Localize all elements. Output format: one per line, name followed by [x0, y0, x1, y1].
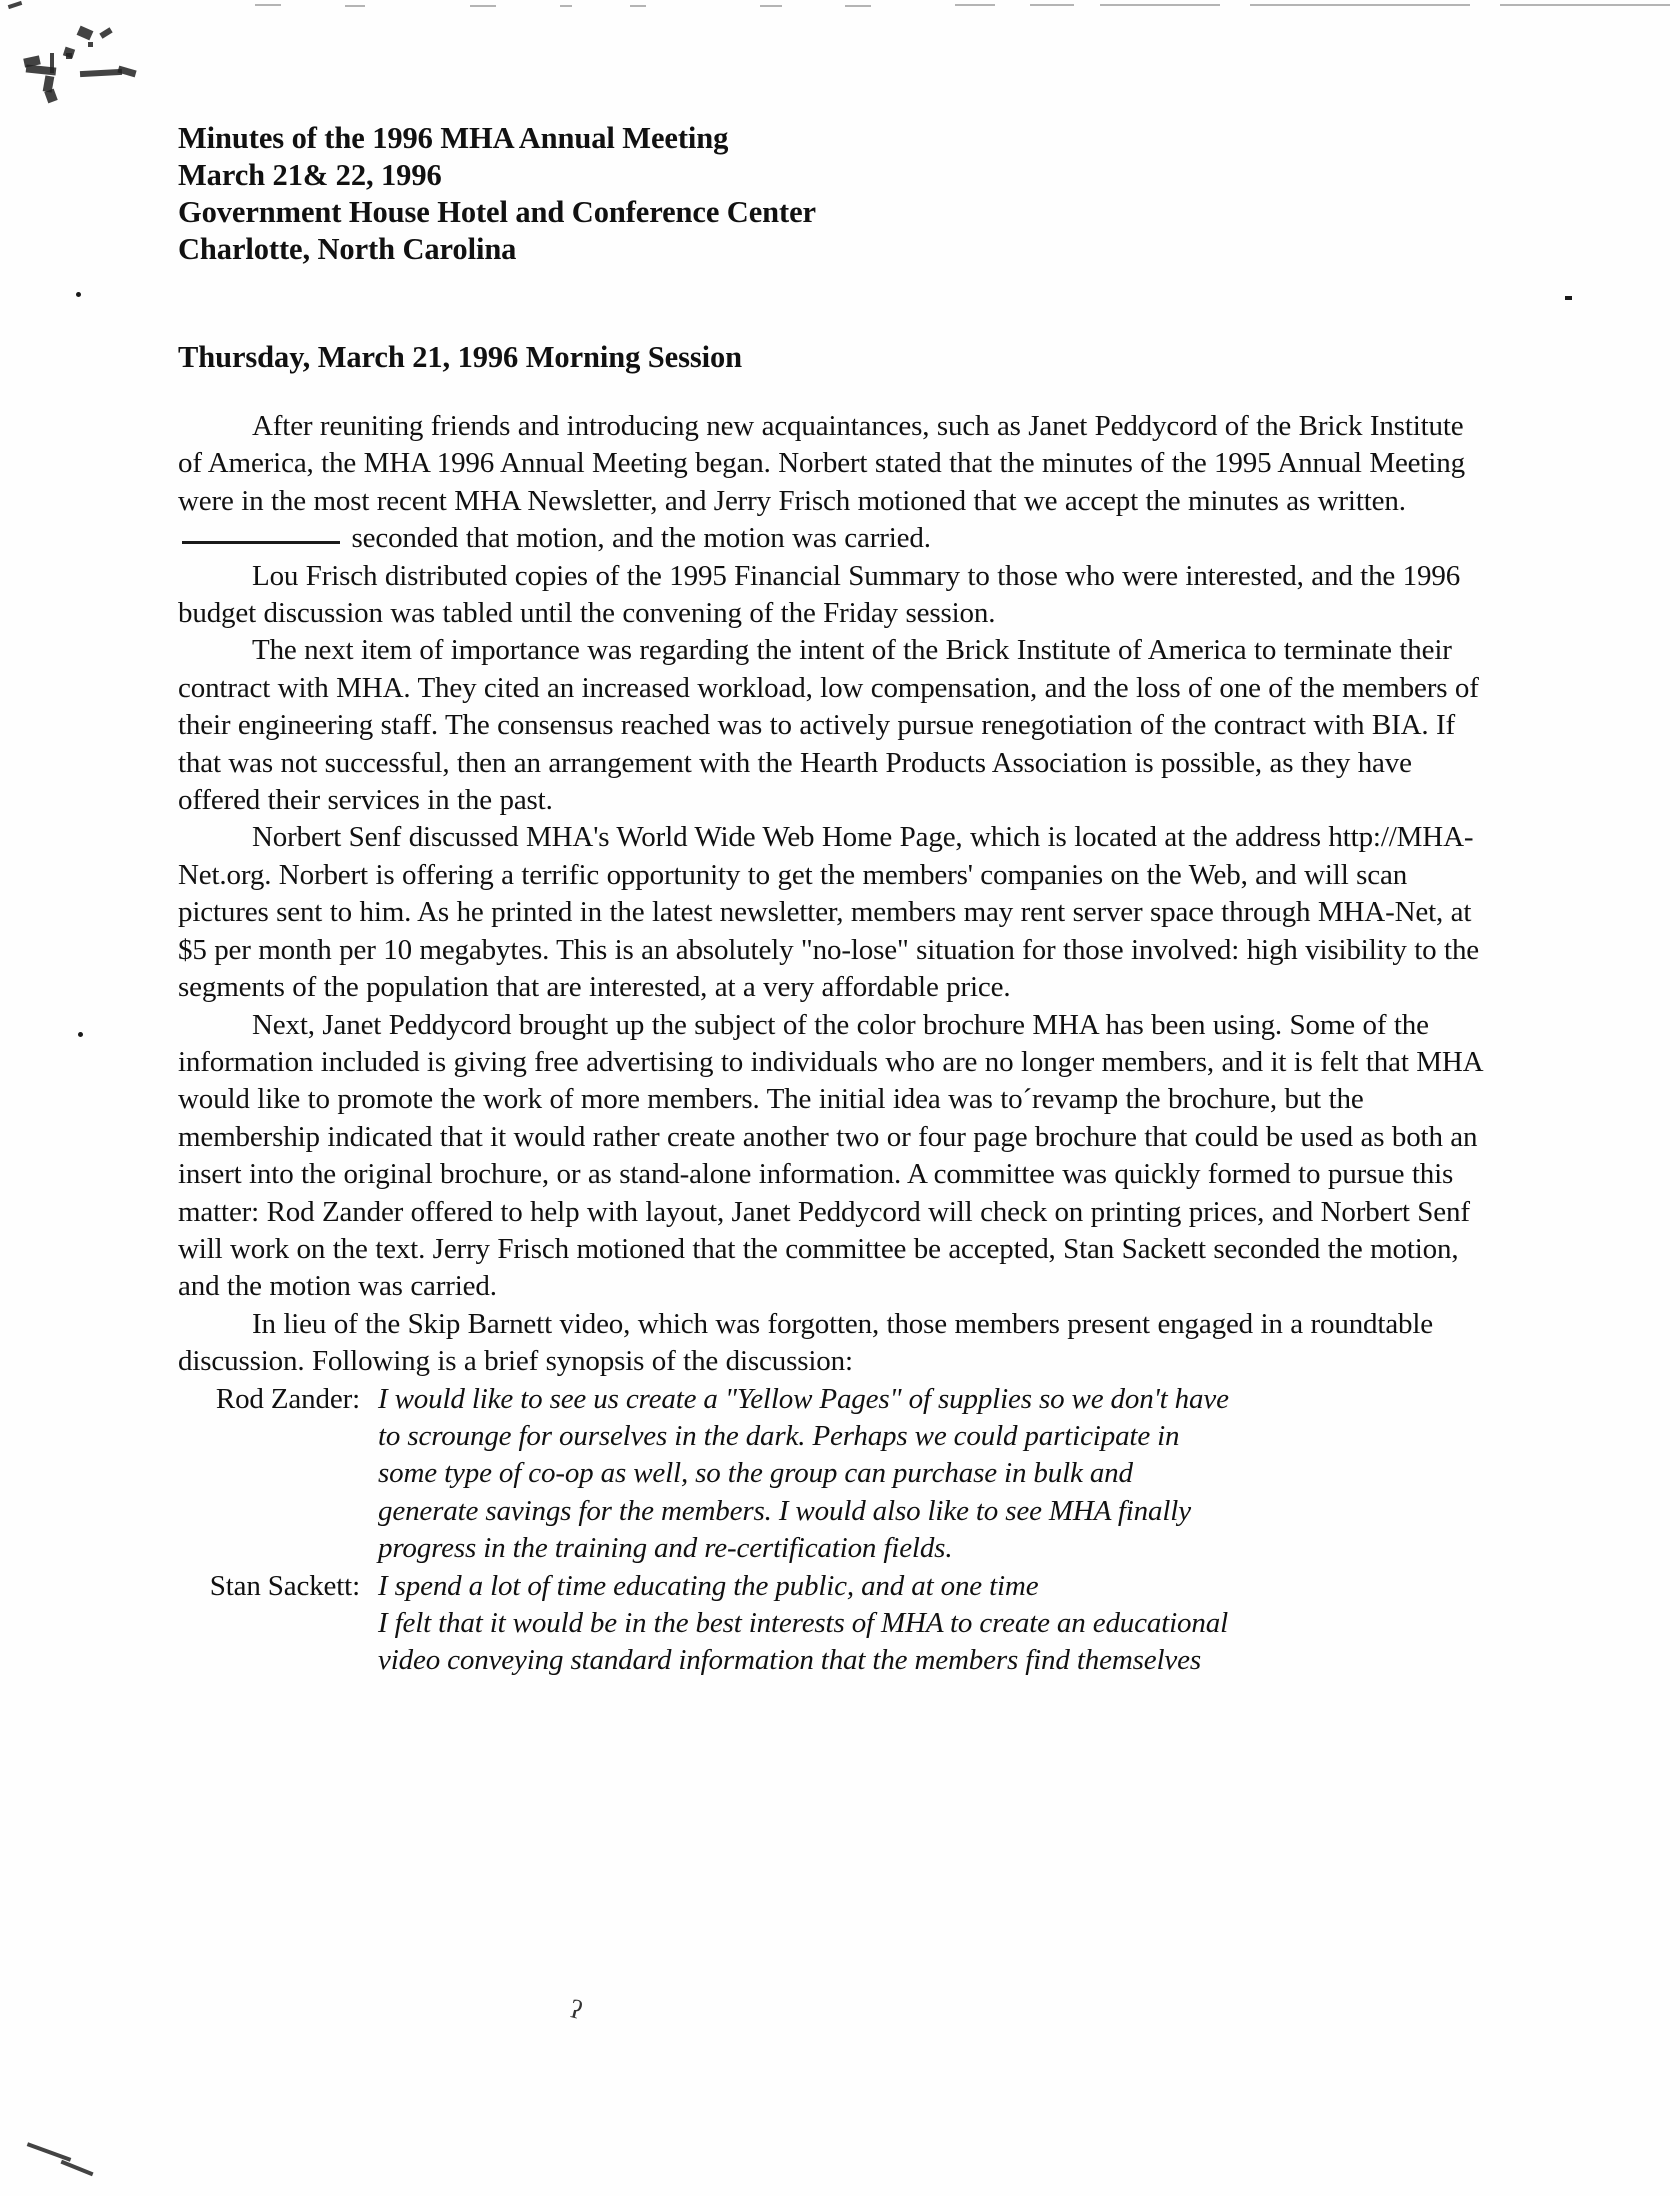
quote-body: [378, 1381, 1488, 1568]
paragraph-text-before-rule: After reuniting friends and introducing new acquaintances, such as Janet Peddycord of the Brick Institute of America, the MHA 1996 Annual Meeting began. Norbert stated that the minutes of the 1995 Annual Meeting were in the most recent MHA Newsletter, and Jerry Frisch motioned that we accept the minutes as written.: [178, 410, 1465, 517]
quote-line: I would like to see us create a "Yellow Pages" of supplies so we don't have: [378, 1382, 1229, 1415]
document-text-body: [178, 120, 1488, 2025]
scan-smudge-artifact: [88, 42, 93, 47]
fill-in-blank-rule: [182, 541, 340, 544]
scan-smudge-artifact: [99, 27, 112, 38]
scan-edge-artifact: [1030, 4, 1074, 6]
scan-smudge-artifact: [80, 69, 122, 77]
scan-edge-artifact: [955, 4, 995, 6]
quote-line: video conveying standard information that the members find themselves: [378, 1644, 1201, 1677]
quote-block-rod-zander: [178, 1381, 1488, 1568]
scan-smudge-artifact: [117, 66, 136, 78]
stray-pen-mark: ʔ: [566, 1994, 586, 2025]
paragraph-roundtable-intro: [178, 1306, 1488, 1381]
document-title-block: [178, 120, 1488, 268]
paragraph-text: Next, Janet Peddycord brought up the subject of the color brochure MHA has been using. Some of the information included is giving free advertising to individuals who are no longer members, and it is felt that MHA would like to promote the work of more members. The initial idea was to´revamp the brochure, but the membership indicated that it would rather create another two or four page brochure that could be used as both an insert into the original brochure, or as stand-alone information. A committee was quickly formed to pursue this matter: Rod Zander offered to help with layout, Janet Peddycord will check on printing prices, and Norbert Senf will work on the text. Jerry Frisch motioned that the committee be accepted, Stan Sackett seconded the motion, and the motion was carried.: [178, 1008, 1482, 1303]
paragraph-color-brochure: [178, 1007, 1488, 1306]
quote-line: generate savings for the members. I would also like to see MHA finally: [378, 1494, 1191, 1527]
scan-edge-stroke-artifact: [60, 2160, 93, 2176]
scan-edge-artifact: [760, 5, 782, 7]
title-line-1: Minutes of the 1996 MHA Annual Meeting: [178, 121, 729, 155]
scan-smudge-artifact: [77, 26, 94, 41]
paragraph-text-after-rule: seconded that motion, and the motion was carried.: [344, 522, 931, 555]
paragraph-text: Lou Frisch distributed copies of the 1995 Financial Summary to those who were interested, and the 1996 budget discussion was tabled until the convening of the Friday session.: [178, 559, 1461, 630]
scan-edge-artifact: [1500, 4, 1670, 6]
scan-smudge-artifact: [8, 1, 23, 9]
scan-edge-artifact: [560, 5, 572, 7]
quote-line: some type of co-op as well, so the group can purchase in bulk and: [378, 1457, 1133, 1490]
scan-edge-artifact: [255, 4, 281, 6]
paragraph-opening: [178, 408, 1488, 558]
scan-edge-artifact: [470, 5, 496, 7]
scan-dust-speck: [1565, 296, 1572, 300]
quote-line: to scrounge for ourselves in the dark. Perhaps we could participate in: [378, 1419, 1180, 1452]
quote-speaker-name: Stan Sackett:: [209, 1569, 360, 1602]
scan-dust-speck: [78, 1032, 83, 1037]
quote-speaker-name: Rod Zander:: [215, 1382, 360, 1415]
scan-edge-artifact: [1100, 4, 1220, 6]
scan-smudge-artifact: [44, 89, 58, 104]
session-heading: Thursday, March 21, 1996 Morning Session: [178, 340, 743, 374]
scan-edge-stroke-artifact: [27, 2142, 72, 2161]
title-line-3: Government House Hotel and Conference Center: [178, 195, 816, 229]
title-line-2: March 21& 22, 1996: [178, 158, 442, 192]
paragraph-text: Norbert Senf discussed MHA's World Wide Web Home Page, which is located at the address http://MHA-Net.org. Norbert is offering a terrific opportunity to get the members' companies on the Web, and will scan pictures sent to him. As he printed in the latest newsletter, members may rent server space through MHA-Net, at $5 per month per 10 megabytes. This is an absolutely "no-lose" situation for those involved: high visibility to the segments of the population that are interested, at a very affordable price.: [178, 821, 1480, 1004]
quote-body: [378, 1568, 1488, 1680]
paragraph-text: In lieu of the Skip Barnett video, which was forgotten, those members present engaged in a roundtable discussion. Following is a brief synopsis of the discussion:: [178, 1307, 1434, 1378]
scan-dust-speck: [76, 292, 81, 297]
paragraph-bia-contract: [178, 632, 1488, 819]
paragraph-text: The next item of importance was regarding the intent of the Brick Institute of America to terminate their contract with MHA. They cited an increased workload, low compensation, and the loss of one of the members of their engineering staff. The consensus reached was to actively pursue renegotiation of the contract with BIA. If that was not successful, then an arrangement with the Hearth Products Association is possible, as they have offered their services in the past.: [178, 634, 1479, 817]
scan-edge-artifact: [1250, 4, 1470, 6]
title-line-4: Charlotte, North Carolina: [178, 232, 517, 266]
scan-edge-artifact: [345, 5, 365, 7]
scan-smudge-artifact: [66, 53, 72, 59]
quote-line: I spend a lot of time educating the public, and at one time: [378, 1569, 1039, 1602]
paragraph-financial-summary: [178, 558, 1488, 633]
scan-edge-artifact: [845, 5, 871, 7]
scan-smudge-artifact: [26, 64, 57, 75]
quote-block-stan-sackett: [178, 1568, 1488, 1680]
quote-line: I felt that it would be in the best interests of MHA to create an educational: [378, 1607, 1228, 1639]
paragraph-web-home-page: [178, 819, 1488, 1006]
quote-line: progress in the training and re-certification fields.: [378, 1532, 953, 1565]
scan-edge-artifact: [630, 5, 646, 7]
